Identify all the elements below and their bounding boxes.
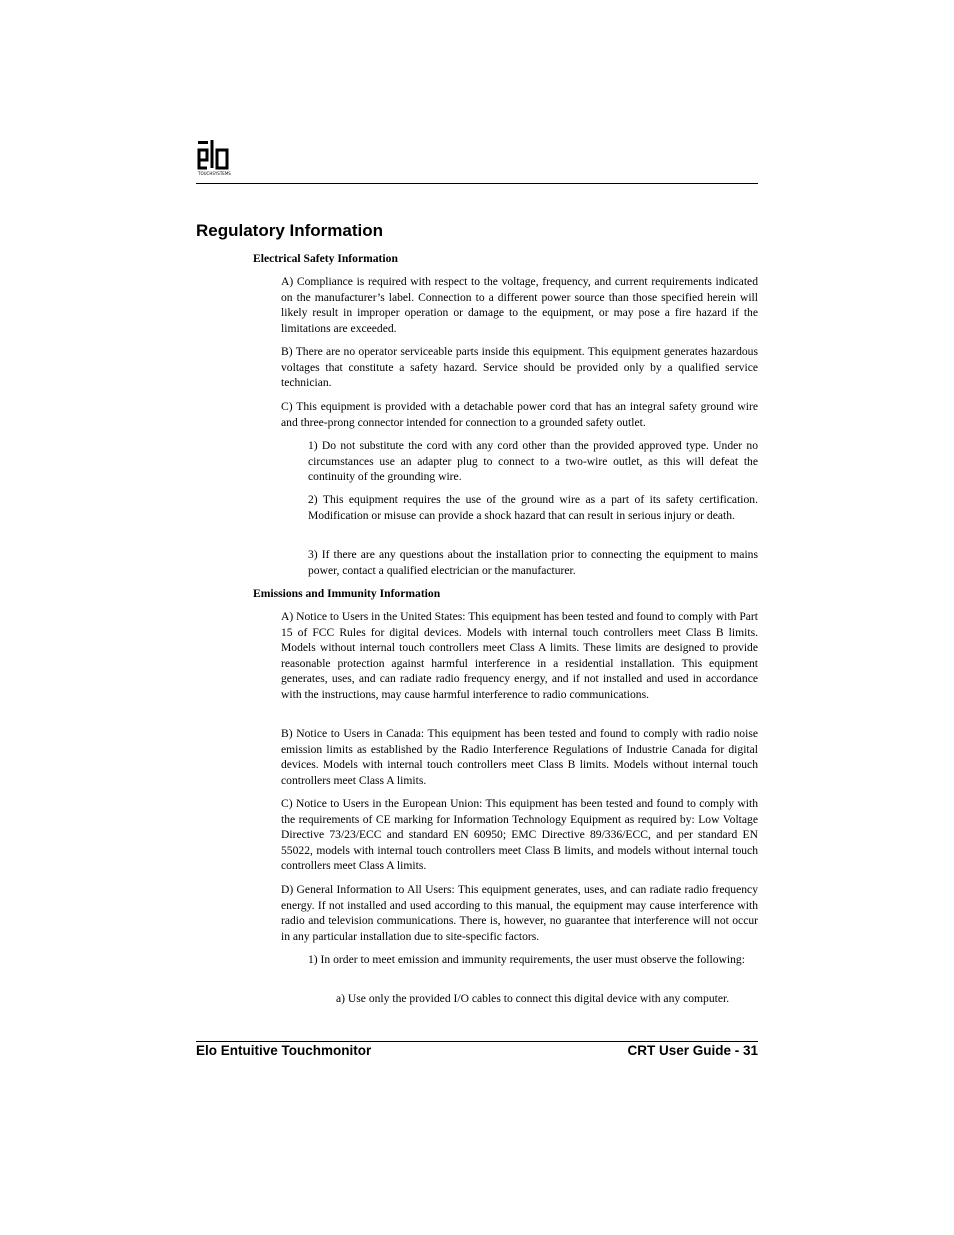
emissions-paragraph-a: A) Notice to Users in the United States: This equipment has been tested and found to comply with Part 15 of FCC Rules for digital devices. Models with internal touch controllers meet Class B limits. Models without internal touch controllers meet Class A limits. These limits are designed to provide reasonable protection against harmful interference in a residential installation. This equipment generates, uses, and can radiate radio frequency energy, and if not installed and used in accordance with the instructions, may cause harmful interference to radio communications. xyxy=(281,610,758,701)
electrical-safety-heading: Electrical Safety Information xyxy=(253,252,398,265)
footer-rule xyxy=(196,1041,758,1042)
electrical-paragraph-b: B) There are no operator serviceable parts inside this equipment. This equipment generates hazardous voltages that constitute a safety hazard. Service should be provided only by a qualified service technician. xyxy=(281,345,758,390)
svg-text:TOUCHSYSTEMS: TOUCHSYSTEMS xyxy=(198,171,231,176)
electrical-paragraph-c: C) This equipment is provided with a detachable power cord that has an integral safety ground wire and three-prong connector intended for connection to a grounded safety outlet. xyxy=(281,400,758,429)
header-rule xyxy=(196,183,758,184)
section-title: Regulatory Information xyxy=(196,221,384,240)
footer-product-name: Elo Entuitive Touchmonitor xyxy=(196,1043,372,1058)
elo-logo xyxy=(196,135,236,177)
emissions-heading: Emissions and Immunity Information xyxy=(253,587,441,600)
electrical-item-2: 2) This equipment requires the use of the ground wire as a part of its safety certification. Modification or misuse can provide a shock hazard that can result in serious injury or death. xyxy=(308,493,758,522)
emissions-paragraph-c: C) Notice to Users in the European Union: This equipment has been tested and found to comply with the requirements of CE marking for Information Technology Equipment as required by: Low Voltage Directive 73/23/ECC and standard EN 60950; EMC Directive 89/336/ECC, and per standard EN 55022, models with internal touch controllers meet Class B limits, and models without internal touch controllers meet Class A limits. xyxy=(281,797,758,873)
electrical-paragraph-a: A) Compliance is required with respect to the voltage, frequency, and current requirements indicated on the manufacturer’s label. Connection to a different power source than those specified herein will likely result in improper operation or damage to the equipment, or may pose a fire hazard if the limitations are exceeded. xyxy=(281,275,758,335)
electrical-item-3: 3) If there are any questions about the installation prior to connecting the equipment to mains power, contact a qualified electrician or the manufacturer. xyxy=(308,548,758,577)
electrical-item-1: 1) Do not substitute the cord with any cord other than the provided approved type. Under no circumstances use an adapter plug to connect to a two-wire outlet, as this will defeat the continuity of the grounding wire. xyxy=(308,439,758,484)
emissions-paragraph-b: B) Notice to Users in Canada: This equipment has been tested and found to comply with radio noise emission limits as established by the Radio Interference Regulations of Industrie Canada for digital devices. Models with internal touch controllers meet Class B limits. Models without internal touch controllers meet Class A limits. xyxy=(281,727,758,787)
emissions-item-1: 1) In order to meet emission and immunity requirements, the user must observe the following: xyxy=(308,953,745,966)
emissions-paragraph-d: D) General Information to All Users: This equipment generates, uses, and can radiate radio frequency energy. If not installed and used according to this manual, the equipment may cause interference with radio and television communications. There is, however, no guarantee that interference will not occur in any particular installation due to site-specific factors. xyxy=(281,883,758,943)
footer-page-label: CRT User Guide - 31 xyxy=(627,1043,758,1058)
emissions-item-1a: a) Use only the provided I/O cables to connect this digital device with any computer. xyxy=(336,992,730,1005)
